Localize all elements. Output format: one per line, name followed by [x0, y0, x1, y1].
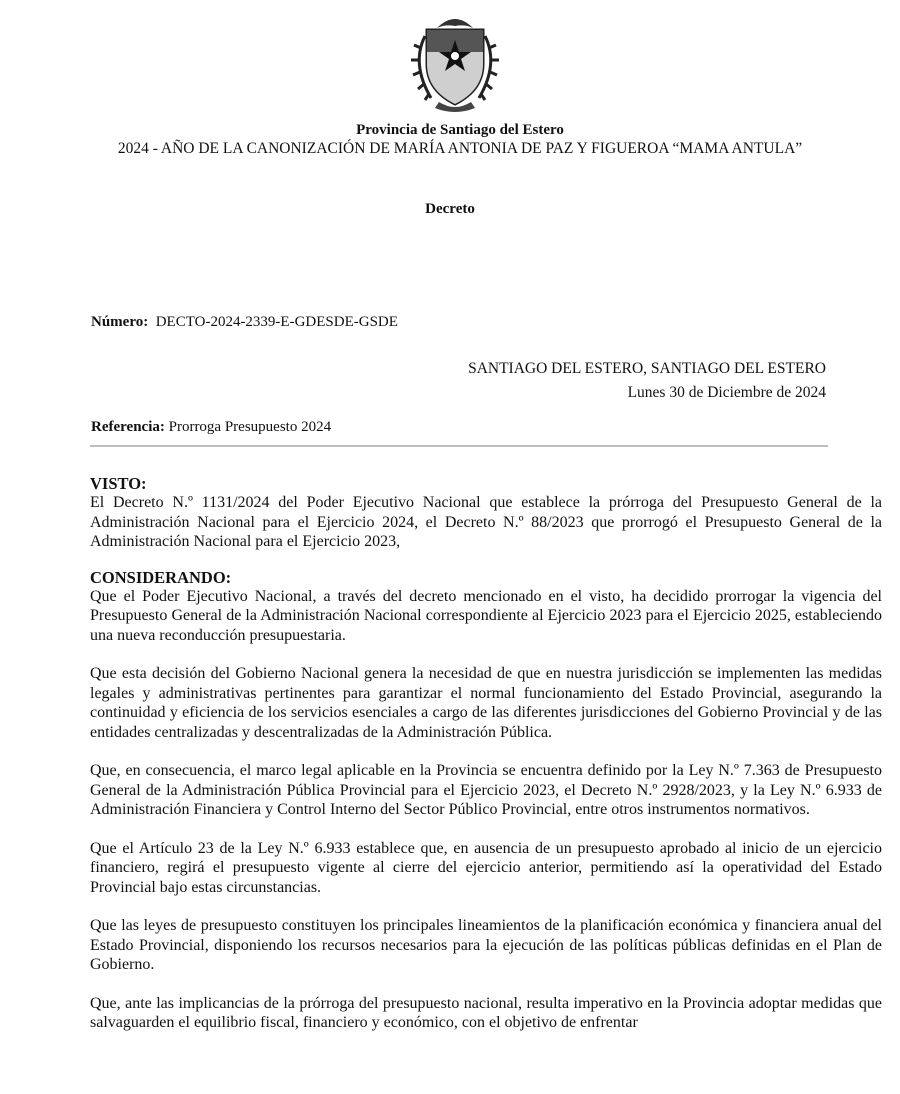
referencia-value: Prorroga Presupuesto 2024: [168, 419, 332, 435]
province-name: Provincia de Santiago del Estero: [356, 122, 564, 138]
considerando-paragraph: Que el Artículo 23 de la Ley N.º 6.933 establece que, en ausencia de un presupuesto aprobado al inicio de un ejercicio financiero, regirá el presupuesto vigente al cierre del ejercicio anterior, permitiendo así la operatividad del Estado Provincial bajo estas circunstancias.: [90, 839, 882, 896]
document-type: Decreto: [425, 201, 475, 217]
considerando-paragraph: Que el Poder Ejecutivo Nacional, a través del decreto mencionado en el visto, ha decidido prorrogar la vigencia del Presupuesto General de la Administración Nacional correspondiente al Ejercicio 2023 para el Ejercicio 2025, estableciendo una nueva reconducción presupuestaria.: [90, 587, 882, 644]
considerando-paragraph: Que las leyes de presupuesto constituyen los principales lineamientos de la planificación económica y financiera anual del Estado Provincial, disponiendo los recursos necesarios para la ejecución de las políticas públicas definidas en el Plan de Gobierno.: [90, 917, 882, 973]
visto-text: El Decreto N.º 1131/2024 del Poder Ejecutivo Nacional que establece la prórroga del Presupuesto General de la Administración Nacional para el Ejercicio 2024, el Decreto N.º 88/2023 que prorrogó el Presupuesto General de la Administración Nacional para el Ejercicio 2023,: [90, 494, 882, 550]
decree-body: [90, 474, 882, 1033]
coat-of-arms-icon: [405, 12, 505, 114]
considerando-title: CONSIDERANDO:: [90, 567, 232, 587]
date: Lunes 30 de Diciembre de 2024: [627, 384, 826, 401]
numero-value: DECTO-2024-2339-E-GDESDE-GSDE: [155, 314, 398, 330]
year-motto: 2024 - AÑO DE LA CANONIZACIÓN DE MARÍA ANTONIA DE PAZ Y FIGUEROA “MAMA ANTULA”: [117, 140, 803, 157]
considerando-paragraph: Que, ante las implicancias de la prórroga del presupuesto nacional, resulta imperativo en la Provincia adoptar medidas que salvaguarden el equilibrio fiscal, financiero y económico, con el objetivo de enfrentar: [90, 994, 882, 1031]
divider: [90, 445, 828, 447]
referencia-label: Referencia:: [91, 419, 165, 435]
considerando-paragraph: Que, en consecuencia, el marco legal aplicable en la Provincia se encuentra definido por la Ley N.º 7.363 de Presupuesto General de la Administración Pública Provincial para el Ejercicio 2023, el Decreto N.º 2928/2023, y la Ley N.º 6.933 de Administración Financiera y Control Interno del Sector Público Provincial, entre otros instrumentos normativos.: [90, 762, 882, 818]
document-header: [90, 121, 830, 158]
decree-number: [91, 314, 398, 331]
visto-title: VISTO:: [90, 474, 147, 493]
numero-label: Número:: [91, 314, 149, 330]
location: SANTIAGO DEL ESTERO, SANTIAGO DEL ESTERO: [468, 360, 826, 377]
reference: [91, 419, 331, 436]
considerando-paragraph: Que esta decisión del Gobierno Nacional genera la necesidad de que en nuestra jurisdicción se implementen las medidas legales y administrativas pertinentes para garantizar el normal funcionamiento del Estado Provincial, asegurando la continuidad y eficiencia de los servicios esenciales a cargo de las diferentes jurisdicciones del Gobierno Provincial y de las entidades centralizadas y descentralizadas de la Administración Pública.: [90, 665, 882, 741]
place-and-date: [468, 357, 826, 405]
